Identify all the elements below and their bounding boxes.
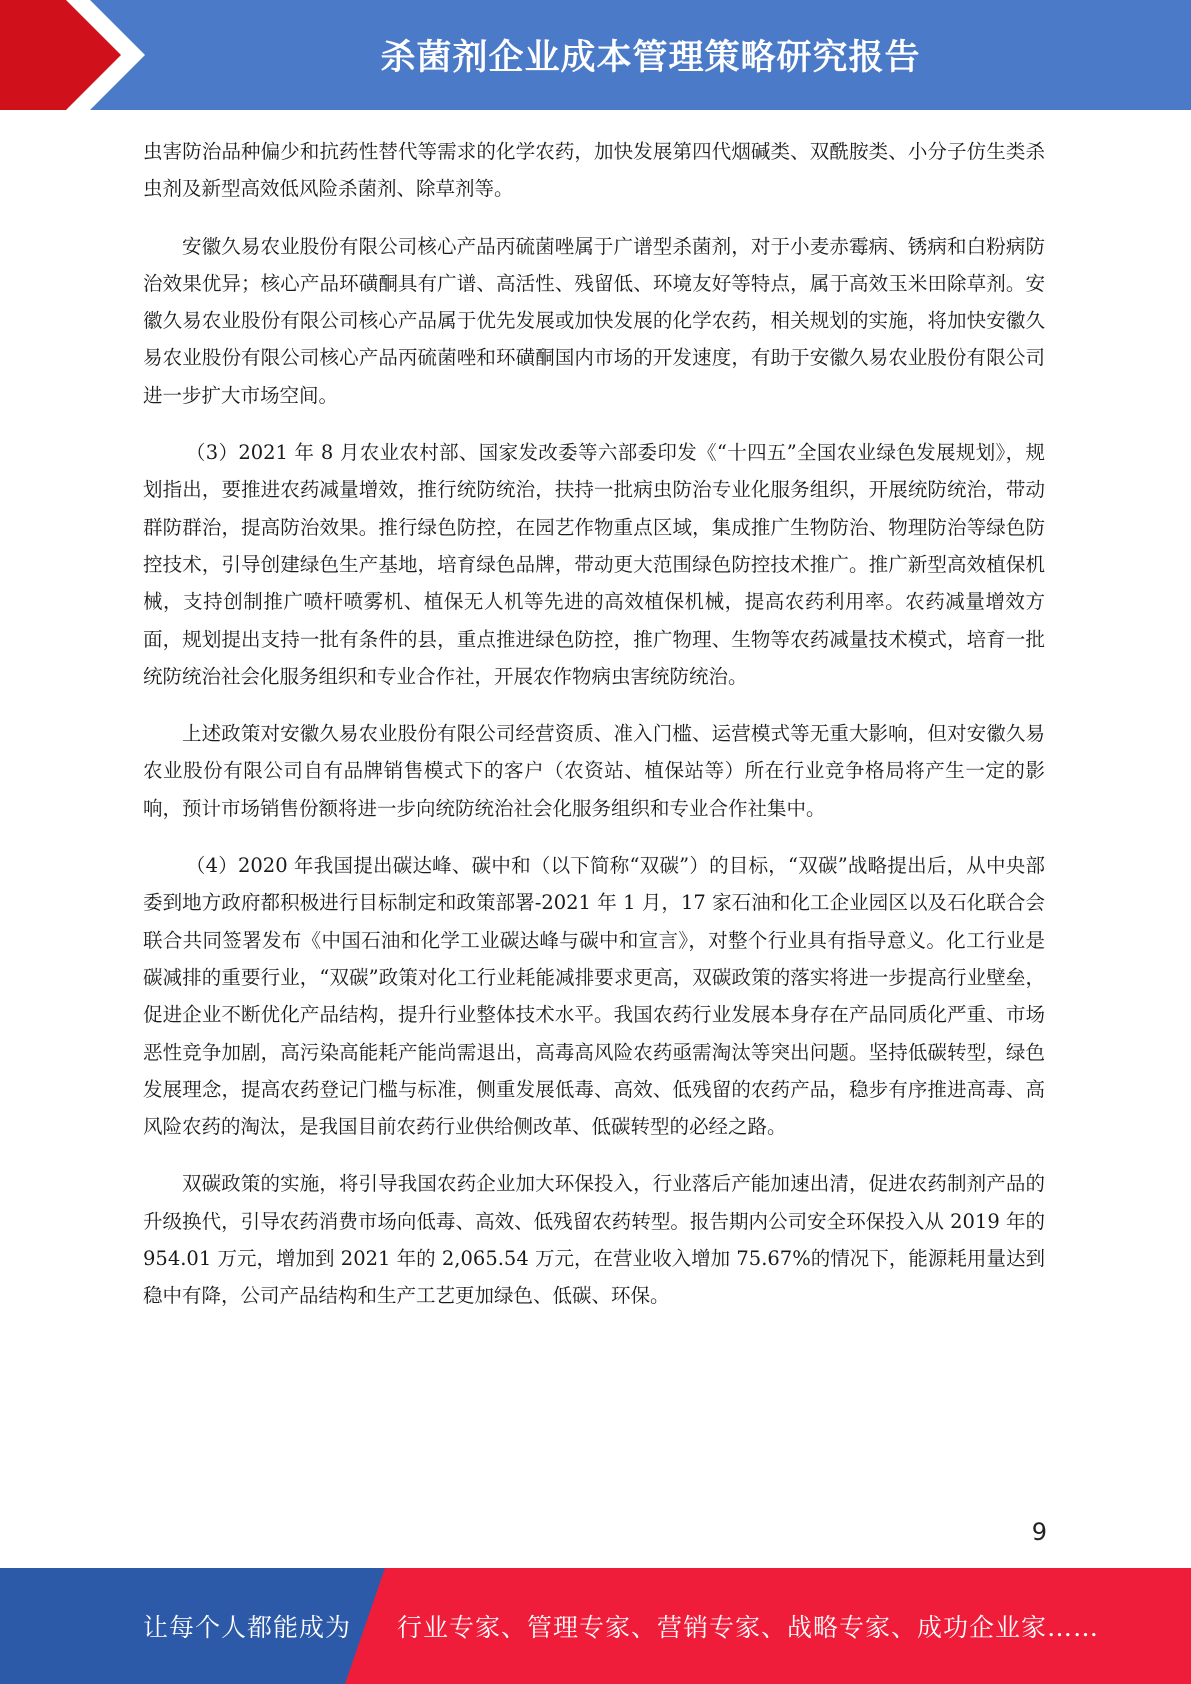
paragraph-6: 双碳政策的实施，将引导我国农药企业加大环保投入，行业落后产能加速出清，促进农药制剂产品的升级换代，引导农药消费市场向低毒、高效、低残留农药转型。报告期内公司安全环保投入从 2019 年的 954.01 万元，增加到 2021 年的 2,065.54 万元，在营业收入增加 75.67%的情况下，能源耗用量达到稳中有降，公司产品结构和生产工艺更加绿色、低碳、环保。	[143, 1172, 1045, 1308]
paragraph-4: 上述政策对安徽久易农业股份有限公司经营资质、准入门槛、运营模式等无重大影响，但对安徽久易农业股份有限公司自有品牌销售模式下的客户（农资站、植保站等）所在行业竞争格局将产生一定的影响，预计市场销售份额将进一步向统防统治社会化服务组织和专业合作社集中。	[143, 722, 1045, 820]
document-body	[143, 133, 1045, 1335]
header-arrow-decoration	[0, 0, 160, 110]
paragraph-3: （3）2021 年 8 月农业农村部、国家发改委等六部委印发《“十四五”全国农业绿色发展规划》，规划指出，要推进农药减量增效，推行统防统治，扶持一批病虫防治专业化服务组织，开展统防统治，带动群防群治，提高防治效果。推行绿色防控，在园艺作物重点区域，集成推广生物防治、物理防治等绿色防控技术，引导创建绿色生产基地，培育绿色品牌，带动更大范围绿色防控技术推广。推广新型高效植保机械，支持创制推广喷杆喷雾机、植保无人机等先进的高效植保机械，提高农药利用率。农药减量增效方面，规划提出支持一批有条件的县，重点推进绿色防控，推广物理、生物等农药减量技术模式，培育一批统防统治社会化服务组织和专业合作社，开展农作物病虫害统防统治。	[143, 441, 1045, 688]
paragraph-1: 虫害防治品种偏少和抗药性替代等需求的化学农药，加快发展第四代烟碱类、双酰胺类、小分子仿生类杀虫剂及新型高效低风险杀菌剂、除草剂等。	[143, 140, 1045, 201]
footer-slogan-right: 行业专家、管理专家、营销专家、战略专家、成功企业家……	[397, 1613, 1100, 1642]
footer-slogan-left: 让每个人都能成为	[143, 1613, 352, 1642]
page-header	[0, 0, 1191, 110]
paragraph-2: 安徽久易农业股份有限公司核心产品丙硫菌唑属于广谱型杀菌剂，对于小麦赤霉病、锈病和白粉病防治效果优异；核心产品环磺酮具有广谱、高活性、残留低、环境友好等特点，属于高效玉米田除草剂。安徽久易农业股份有限公司核心产品属于优先发展或加快发展的化学农药，相关规划的实施，将加快安徽久易农业股份有限公司核心产品丙硫菌唑和环磺酮国内市场的开发速度，有助于安徽久易农业股份有限公司进一步扩大市场空间。	[143, 234, 1045, 407]
paragraph-5: （4）2020 年我国提出碳达峰、碳中和（以下简称“双碳”）的目标，“双碳”战略提出后，从中央部委到地方政府都积极进行目标制定和政策部署-2021 年 1 月，17 家石油和化工企业园区以及石化联合会联合共同签署发布《中国石油和化学工业碳达峰与碳中和宣言》，对整个行业具有指导意义。化工行业是碳减排的重要行业，“双碳”政策对化工行业耗能减排要求更高，双碳政策的落实将进一步提高行业壁垒，促进企业不断优化产品结构，提升行业整体技术水平。我国农药行业发展本身存在产品同质化严重、市场恶性竞争加剧，高污染高能耗产能尚需退出，高毒高风险农药亟需淘汰等突出问题。坚持低碳转型，绿色发展理念，提高农药登记门槛与标准，侧重发展低毒、高效、低残留的农药产品，稳步有序推进高毒、高风险农药的淘汰，是我国目前农药行业供给侧改革、低碳转型的必经之路。	[143, 854, 1045, 1139]
page-footer	[0, 1568, 1191, 1684]
page-number: 9	[1031, 1518, 1047, 1546]
report-title: 杀菌剂企业成本管理策略研究报告	[380, 38, 921, 78]
